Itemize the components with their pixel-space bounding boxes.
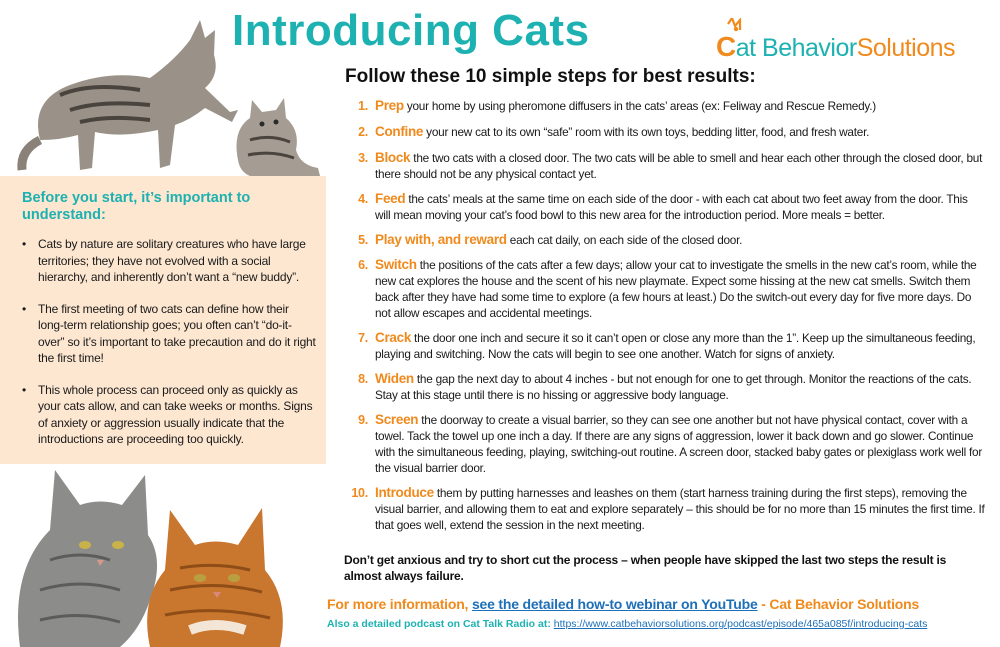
logo-c: C [716,31,736,62]
step-keyword: Feed [375,191,406,206]
sidebar-bullet: • The first meeting of two cats can define how their long-term relationship goes; you often can’t “do-it-over” so it’s important to take precaution and do it right the first time! [20,301,316,367]
playing-cats-image [0,0,340,178]
step-keyword: Prep [375,98,404,113]
youtube-webinar-link[interactable]: see the detailed how-to webinar on YouTube [471,596,758,612]
logo-solutions: Solutions [856,34,956,62]
step-number: 2. [358,125,368,139]
sidebar-bullet: • Cats by nature are solitary creatures who have large territories; they have not evolved with a social hierarchy, and inherently don’t want a “new buddy”. [20,236,316,286]
sidebar-bullet-list [20,236,316,463]
page-title: Introducing Cats [232,6,590,55]
step-keyword: Confine [375,124,424,139]
step-number: 10. [351,486,368,500]
step-number: 7. [358,331,368,345]
before-you-start-panel [0,176,326,464]
step-keyword: Screen [375,412,419,427]
step-item [346,98,986,114]
step-item [346,412,986,476]
step-number: 6. [358,258,368,272]
step-text: the two cats with a closed door. The two cats will be able to smell and hear each other through the closed door, but there should not be any physical contact yet. [375,151,983,181]
step-item [346,150,986,182]
step-keyword: Block [375,150,411,165]
step-number: 9. [358,413,368,427]
step-keyword: Crack [375,330,412,345]
step-keyword: Play with, and reward [375,232,507,247]
logo-at: at [735,34,763,62]
step-number: 1. [358,99,368,113]
step-text: the gap the next day to about 4 inches - but not enough for one to get through. Monitor the reactions of the cats. Stay at this stage until there is no hissing or aggressive body language. [375,372,972,402]
step-item [346,371,986,403]
more-info-prefix: For more information, [327,596,472,612]
step-text: your home by using pheromone diffusers in the cats’ areas (ex: Feliway and Rescue Remedy.) [403,99,876,113]
step-keyword: Widen [375,371,414,386]
podcast-prefix: Also a detailed podcast on Cat Talk Radio at: [327,618,554,630]
more-info-suffix: - Cat Behavior Solutions [757,596,920,612]
sidebar-heading: Before you start, it’s important to understand: [22,190,251,223]
step-item [346,330,986,362]
podcast-line [327,618,927,630]
step-text: them by putting harnesses and leashes on them (start harness training during the first steps), removing the visual barrier, and allowing them to eat and explore separately – this should be for no more than 15 minutes the first time. If that goes well, extend the session in the next meeting. [375,486,985,532]
steps-list [346,98,986,533]
step-keyword: Switch [375,257,417,272]
two-cats-image [0,450,290,647]
step-number: 5. [358,233,368,247]
steps-heading: Follow these 10 simple steps for best results: [345,66,756,87]
step-number: 3. [358,151,368,165]
step-item [346,124,986,140]
warning-text: Don’t get anxious and try to short cut the process – when people have skipped the last two steps the result is almost always failure. [344,553,947,583]
step-text: your new cat to its own “safe” room with its own toys, bedding litter, food, and fresh water. [423,125,870,139]
step-number: 4. [358,192,368,206]
step-keyword: Introduce [375,485,434,500]
logo-behavior: Behavior [762,34,857,62]
sidebar-bullet: • This whole process can proceed only as quickly as your cats allow, and can take weeks or months. Signs of anxiety or aggression usually indicate that the introductions are proceeding too quickly. [20,382,316,448]
step-text: the door one inch and secure it so it can’t open or close any more than the 1”. Keep up the simultaneous feeding, playing and switching. Now the cats will begin to see one another. Watch for signs of anxiety. [375,331,976,361]
step-item [346,485,986,533]
step-item [346,191,986,223]
step-item [346,257,986,321]
step-text: the positions of the cats after a few days; allow your cat to investigate the smells in the new cat’s room, while the new cat explores the house and the scent of his new playmate. Expect some hissing at the new cat smells. Switch them back after they have had some time to explore (a few hours at least.) Do the switch-out every day for five more days. Do not allow escapes and accidental meetings. [375,258,977,320]
step-item [346,232,986,248]
podcast-link[interactable]: https://www.catbehaviorsolutions.org/podcast/episode/465a085f/introducing-cats [553,618,928,630]
brand-logo [706,18,956,66]
step-text: the cats’ meals at the same time on each side of the door - with each cat about two feet away from the door. This will mean moving your cat’s food bowl to this new area for the introduction period. More meals = better. [375,192,968,222]
step-text: the doorway to create a visual barrier, so they can see one another but not have physical contact, cover with a towel. Tack the towel up one inch a day. If there are any signs of aggression, lower it back down and go slower. Continue with the simultaneous feeding, playing, switching-out routine. A screen door, stacked baby gates or plexiglass work well for the visual barrier door. [375,413,983,475]
more-info-line [327,596,919,612]
step-text: each cat daily, on each side of the closed door. [506,233,743,247]
step-number: 8. [358,372,368,386]
